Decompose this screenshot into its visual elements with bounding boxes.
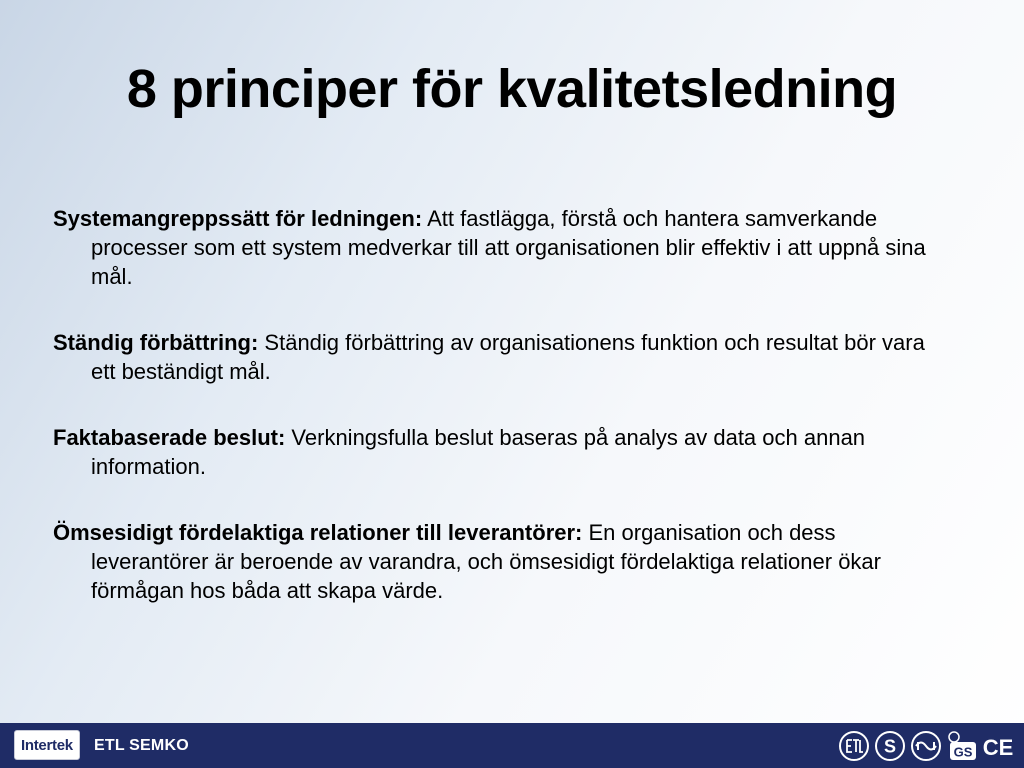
- gs-mark-icon: [946, 730, 978, 762]
- footer-bar: [0, 723, 1024, 768]
- principle-term: Faktabaserade beslut:: [53, 425, 286, 450]
- s-mark-label: S: [883, 736, 897, 757]
- intertek-logo: Intertek: [14, 730, 80, 760]
- principle-term: Ständig förbättring:: [53, 330, 259, 355]
- emc-mark-icon: [910, 730, 942, 762]
- principles-list: [53, 204, 953, 642]
- principle-item: [53, 204, 953, 291]
- certification-marks: [838, 730, 1014, 762]
- principle-text: Ständig förbättring av organisationens funktion och resultat bör vara ett beständigt mål.: [91, 330, 925, 384]
- slide-title: 8 principer för kvalitetsledning: [126, 59, 898, 119]
- principle-item: [53, 518, 953, 605]
- principle-text: Verkningsfulla beslut baseras på analys av data och annan information.: [91, 425, 866, 479]
- ce-mark-icon: [982, 730, 1014, 762]
- principle-text: Att fastlägga, förstå och hantera samverkande processer som ett system medverkar till att organisationen blir effektiv i att uppnå sina mål.: [91, 206, 926, 289]
- principle-item: [53, 423, 953, 481]
- s-mark-icon: [874, 730, 906, 762]
- principle-term: Ömsesidigt fördelaktiga relationer till leverantörer:: [53, 520, 583, 545]
- principle-term: Systemangreppssätt för ledningen:: [53, 206, 423, 231]
- etl-mark-icon: [838, 730, 870, 762]
- etl-semko-logo: ETL SEMKO: [94, 737, 189, 754]
- principle-item: [53, 328, 953, 386]
- gs-mark-label: GS: [953, 744, 973, 760]
- principle-text: En organisation och dess leverantörer är beroende av varandra, och ömsesidigt fördelaktiga relationer ökar förmågan hos båda att skapa värde.: [91, 520, 881, 603]
- ce-mark-label: CE: [982, 735, 1014, 760]
